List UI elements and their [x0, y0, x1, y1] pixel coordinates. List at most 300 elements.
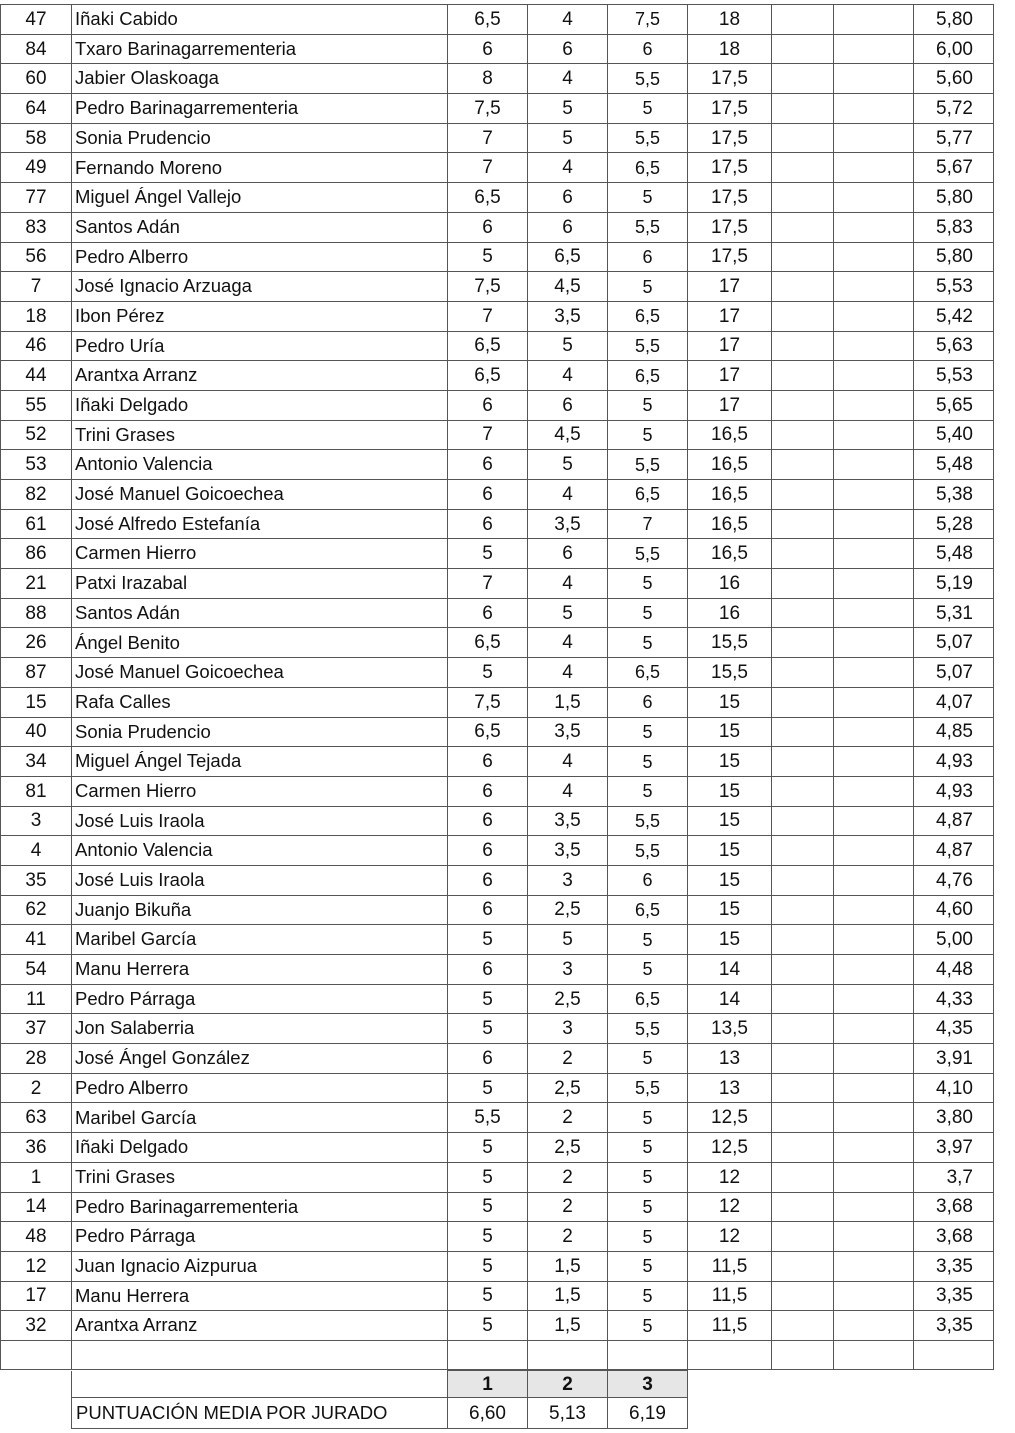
jury-1-score-cell: 6 — [448, 776, 528, 806]
average-score-cell: 5,83 — [914, 212, 994, 242]
jury-1-score-cell: 6,5 — [448, 331, 528, 361]
jury-3-score-cell: 6,5 — [608, 480, 688, 510]
participant-name-cell: Pedro Barinagarrementeria — [72, 1192, 448, 1222]
average-score-cell: 5,40 — [914, 420, 994, 450]
participant-number-cell: 11 — [1, 984, 72, 1014]
jury-1-score-cell: 6 — [448, 895, 528, 925]
jury-1-score-cell: 5 — [448, 925, 528, 955]
participant-name-cell: Juanjo Bikuña — [72, 895, 448, 925]
table-row — [1, 94, 994, 124]
participant-number-cell: 47 — [1, 5, 72, 35]
table-row — [1, 865, 994, 895]
participant-name-cell: Jon Salaberria — [72, 1014, 448, 1044]
blank-cell — [834, 925, 914, 955]
blank-cell — [772, 925, 834, 955]
jury-3-score-cell: 5 — [608, 598, 688, 628]
table-row — [1, 747, 994, 777]
participant-number-cell: 44 — [1, 361, 72, 391]
jury-header-row — [72, 1371, 688, 1398]
participant-number-cell: 17 — [1, 1281, 72, 1311]
average-score-cell: 5,80 — [914, 183, 994, 213]
blank-cell — [834, 1192, 914, 1222]
blank-cell — [772, 1311, 834, 1341]
total-score-cell: 15 — [688, 865, 772, 895]
participant-number-cell: 12 — [1, 1251, 72, 1281]
jury-1-score-cell: 6,5 — [448, 361, 528, 391]
jury-1-score-cell: 5,5 — [448, 1103, 528, 1133]
average-score-cell: 4,76 — [914, 865, 994, 895]
jury-3-score-cell: 5 — [608, 628, 688, 658]
table-row — [1, 776, 994, 806]
jury-3-score-cell: 7 — [608, 509, 688, 539]
participant-name-cell: Pedro Alberro — [72, 1073, 448, 1103]
jury-summary-table — [71, 1370, 688, 1429]
blank-cell — [772, 123, 834, 153]
blank-cell — [834, 272, 914, 302]
table-row — [1, 1162, 994, 1192]
total-score-cell: 15 — [688, 895, 772, 925]
blank-cell — [772, 1281, 834, 1311]
jury-2-score-cell: 6 — [528, 390, 608, 420]
empty-cell — [448, 1340, 528, 1369]
total-score-cell: 12,5 — [688, 1103, 772, 1133]
table-row — [1, 64, 994, 94]
participant-name-cell: José Luis Iraola — [72, 806, 448, 836]
jury-2-score-cell: 4 — [528, 361, 608, 391]
participant-number-cell: 77 — [1, 183, 72, 213]
jury-1-score-cell: 6 — [448, 865, 528, 895]
average-score-cell: 5,07 — [914, 628, 994, 658]
average-score-cell: 5,31 — [914, 598, 994, 628]
total-score-cell: 11,5 — [688, 1251, 772, 1281]
jury-2-score-cell: 3 — [528, 955, 608, 985]
table-row — [1, 183, 994, 213]
jury-2-score-cell: 4,5 — [528, 420, 608, 450]
total-score-cell: 12 — [688, 1162, 772, 1192]
total-score-cell: 13 — [688, 1073, 772, 1103]
participant-number-cell: 88 — [1, 598, 72, 628]
jury-1-score-cell: 6 — [448, 509, 528, 539]
participant-name-cell: José Manuel Goicoechea — [72, 658, 448, 688]
jury-2-score-cell: 2,5 — [528, 984, 608, 1014]
table-row — [1, 1311, 994, 1341]
participant-name-cell: José Alfredo Estefanía — [72, 509, 448, 539]
jury-2-score-cell: 6 — [528, 34, 608, 64]
average-score-cell: 5,38 — [914, 480, 994, 510]
total-score-cell: 15 — [688, 925, 772, 955]
participant-name-cell: Maribel García — [72, 1103, 448, 1133]
jury-1-score-cell: 5 — [448, 242, 528, 272]
total-score-cell: 17,5 — [688, 64, 772, 94]
blank-cell — [772, 509, 834, 539]
total-score-cell: 12 — [688, 1222, 772, 1252]
total-score-cell: 16,5 — [688, 450, 772, 480]
participant-name-cell: Pedro Párraga — [72, 984, 448, 1014]
jury-1-score-cell: 5 — [448, 1222, 528, 1252]
total-score-cell: 15,5 — [688, 628, 772, 658]
table-row — [1, 1103, 994, 1133]
participant-number-cell: 2 — [1, 1073, 72, 1103]
participant-number-cell: 34 — [1, 747, 72, 777]
participant-number-cell: 64 — [1, 94, 72, 124]
table-row — [1, 836, 994, 866]
jury-1-score-cell: 6 — [448, 747, 528, 777]
jury-1-score-cell: 6 — [448, 34, 528, 64]
table-row — [1, 569, 994, 599]
participant-name-cell: Rafa Calles — [72, 687, 448, 717]
blank-cell — [772, 5, 834, 35]
participant-name-cell: Sonia Prudencio — [72, 717, 448, 747]
jury-1-score-cell: 7 — [448, 153, 528, 183]
average-score-cell: 5,42 — [914, 301, 994, 331]
average-score-cell: 4,93 — [914, 747, 994, 777]
average-score-cell: 4,87 — [914, 806, 994, 836]
empty-cell — [1, 1340, 72, 1369]
table-row — [1, 598, 994, 628]
jury-2-score-cell: 4 — [528, 569, 608, 599]
blank-cell — [772, 361, 834, 391]
blank-cell — [772, 955, 834, 985]
participant-name-cell: Santos Adán — [72, 212, 448, 242]
jury-1-average: 6,60 — [448, 1398, 528, 1429]
participant-name-cell: José Luis Iraola — [72, 865, 448, 895]
jury-3-score-cell: 5 — [608, 1133, 688, 1163]
jury-2-score-cell: 3,5 — [528, 717, 608, 747]
participant-name-cell: Carmen Hierro — [72, 776, 448, 806]
table-row — [1, 509, 994, 539]
participant-name-cell: José Ángel González — [72, 1044, 448, 1074]
jury-1-score-cell: 6 — [448, 450, 528, 480]
participant-name-cell: Pedro Párraga — [72, 1222, 448, 1252]
jury-1-score-cell: 5 — [448, 1133, 528, 1163]
jury-1-score-cell: 5 — [448, 1192, 528, 1222]
blank-cell — [772, 480, 834, 510]
jury-1-score-cell: 5 — [448, 539, 528, 569]
total-score-cell: 18 — [688, 5, 772, 35]
participant-number-cell: 35 — [1, 865, 72, 895]
table-row — [1, 1014, 994, 1044]
participant-name-cell: Iñaki Delgado — [72, 390, 448, 420]
blank-cell — [772, 34, 834, 64]
jury-3-score-cell: 5 — [608, 776, 688, 806]
average-score-cell: 5,53 — [914, 272, 994, 302]
jury-3-score-cell: 6,5 — [608, 361, 688, 391]
participant-number-cell: 37 — [1, 1014, 72, 1044]
jury-3-score-cell: 6 — [608, 687, 688, 717]
participant-number-cell: 87 — [1, 658, 72, 688]
average-score-cell: 4,33 — [914, 984, 994, 1014]
total-score-cell: 12 — [688, 1192, 772, 1222]
average-score-cell: 4,35 — [914, 1014, 994, 1044]
table-row — [1, 806, 994, 836]
blank-cell — [772, 1133, 834, 1163]
average-score-cell: 3,7 — [914, 1162, 994, 1192]
jury-2-header: 2 — [528, 1371, 608, 1398]
participant-name-cell: Jabier Olaskoaga — [72, 64, 448, 94]
table-row — [1, 1281, 994, 1311]
participant-name-cell: Miguel Ángel Vallejo — [72, 183, 448, 213]
blank-cell — [834, 450, 914, 480]
participant-name-cell: José Ignacio Arzuaga — [72, 272, 448, 302]
average-score-cell: 5,60 — [914, 64, 994, 94]
participant-number-cell: 7 — [1, 272, 72, 302]
participant-number-cell: 28 — [1, 1044, 72, 1074]
table-row — [1, 361, 994, 391]
table-row — [1, 687, 994, 717]
table-row — [1, 153, 994, 183]
jury-1-score-cell: 6 — [448, 955, 528, 985]
participant-number-cell: 46 — [1, 331, 72, 361]
total-score-cell: 16,5 — [688, 420, 772, 450]
table-row — [1, 420, 994, 450]
blank-cell — [772, 658, 834, 688]
table-row — [1, 925, 994, 955]
jury-3-score-cell: 5 — [608, 183, 688, 213]
table-row — [1, 1222, 994, 1252]
participant-name-cell: Trini Grases — [72, 420, 448, 450]
jury-2-score-cell: 2 — [528, 1162, 608, 1192]
jury-3-score-cell: 5 — [608, 717, 688, 747]
blank-cell — [772, 331, 834, 361]
total-score-cell: 16,5 — [688, 539, 772, 569]
participant-name-cell: Ángel Benito — [72, 628, 448, 658]
blank-cell — [834, 569, 914, 599]
blank-cell — [772, 94, 834, 124]
blank-cell — [772, 865, 834, 895]
jury-3-score-cell: 5 — [608, 1192, 688, 1222]
jury-2-score-cell: 3,5 — [528, 301, 608, 331]
average-score-cell: 5,53 — [914, 361, 994, 391]
table-row — [1, 301, 994, 331]
participant-name-cell: Pedro Alberro — [72, 242, 448, 272]
average-score-cell: 5,80 — [914, 5, 994, 35]
participant-number-cell: 32 — [1, 1311, 72, 1341]
blank-cell — [834, 598, 914, 628]
total-score-cell: 17 — [688, 390, 772, 420]
blank-cell — [834, 1162, 914, 1192]
total-score-cell: 16,5 — [688, 480, 772, 510]
jury-2-score-cell: 6 — [528, 539, 608, 569]
participant-number-cell: 15 — [1, 687, 72, 717]
total-score-cell: 16 — [688, 569, 772, 599]
blank-cell — [834, 865, 914, 895]
jury-2-score-cell: 2 — [528, 1103, 608, 1133]
participant-number-cell: 26 — [1, 628, 72, 658]
participant-name-cell: José Manuel Goicoechea — [72, 480, 448, 510]
total-score-cell: 17,5 — [688, 242, 772, 272]
empty-cell — [608, 1340, 688, 1369]
table-row — [1, 5, 994, 35]
jury-2-score-cell: 4 — [528, 658, 608, 688]
jury-2-score-cell: 5 — [528, 123, 608, 153]
jury-3-score-cell: 6,5 — [608, 658, 688, 688]
jury-1-score-cell: 6 — [448, 836, 528, 866]
jury-3-score-cell: 5 — [608, 955, 688, 985]
average-score-cell: 3,80 — [914, 1103, 994, 1133]
blank-cell — [772, 1014, 834, 1044]
jury-3-score-cell: 5,5 — [608, 450, 688, 480]
empty-cell — [834, 1340, 914, 1369]
jury-3-header: 3 — [608, 1371, 688, 1398]
empty-cell — [688, 1340, 772, 1369]
jury-3-score-cell: 5,5 — [608, 212, 688, 242]
jury-1-score-cell: 6,5 — [448, 183, 528, 213]
blank-cell — [834, 1311, 914, 1341]
jury-1-score-cell: 5 — [448, 1311, 528, 1341]
average-score-cell: 4,60 — [914, 895, 994, 925]
average-score-cell: 4,93 — [914, 776, 994, 806]
jury-2-score-cell: 6 — [528, 183, 608, 213]
blank-cell — [834, 94, 914, 124]
jury-2-score-cell: 2 — [528, 1044, 608, 1074]
participant-number-cell: 18 — [1, 301, 72, 331]
empty-cell — [914, 1340, 994, 1369]
results-table — [0, 4, 994, 1370]
empty-cell — [772, 1340, 834, 1369]
participant-name-cell: Santos Adán — [72, 598, 448, 628]
blank-cell — [772, 272, 834, 302]
participant-number-cell: 56 — [1, 242, 72, 272]
jury-3-score-cell: 6,5 — [608, 895, 688, 925]
blank-cell — [834, 1103, 914, 1133]
blank-cell — [772, 895, 834, 925]
blank-cell — [772, 717, 834, 747]
blank-cell — [834, 509, 914, 539]
blank-cell — [772, 301, 834, 331]
jury-2-score-cell: 6 — [528, 212, 608, 242]
participant-number-cell: 49 — [1, 153, 72, 183]
jury-2-score-cell: 2 — [528, 1222, 608, 1252]
jury-1-score-cell: 6 — [448, 480, 528, 510]
jury-2-score-cell: 2 — [528, 1192, 608, 1222]
jury-3-score-cell: 5 — [608, 1222, 688, 1252]
blank-cell — [834, 361, 914, 391]
table-row — [1, 717, 994, 747]
average-score-cell: 4,10 — [914, 1073, 994, 1103]
blank-cell — [834, 1222, 914, 1252]
jury-2-score-cell: 5 — [528, 598, 608, 628]
participant-name-cell: Pedro Barinagarrementeria — [72, 94, 448, 124]
average-score-cell: 3,35 — [914, 1281, 994, 1311]
participant-number-cell: 86 — [1, 539, 72, 569]
participant-number-cell: 52 — [1, 420, 72, 450]
table-row — [1, 34, 994, 64]
jury-1-score-cell: 5 — [448, 1014, 528, 1044]
jury-1-score-cell: 8 — [448, 64, 528, 94]
participant-name-cell: Patxi Irazabal — [72, 569, 448, 599]
jury-1-score-cell: 7,5 — [448, 94, 528, 124]
average-score-cell: 3,35 — [914, 1311, 994, 1341]
participant-number-cell: 21 — [1, 569, 72, 599]
jury-2-score-cell: 3,5 — [528, 509, 608, 539]
jury-3-score-cell: 5 — [608, 747, 688, 777]
participant-number-cell: 3 — [1, 806, 72, 836]
participant-name-cell: Manu Herrera — [72, 955, 448, 985]
blank-cell — [834, 955, 914, 985]
jury-2-score-cell: 4 — [528, 153, 608, 183]
table-row — [1, 1073, 994, 1103]
blank-cell — [834, 331, 914, 361]
jury-2-score-cell: 1,5 — [528, 687, 608, 717]
blank-cell — [834, 1073, 914, 1103]
participant-name-cell: Maribel García — [72, 925, 448, 955]
jury-2-score-cell: 4 — [528, 480, 608, 510]
participant-number-cell: 1 — [1, 1162, 72, 1192]
jury-2-score-cell: 4 — [528, 747, 608, 777]
jury-3-score-cell: 5,5 — [608, 1073, 688, 1103]
participant-number-cell: 14 — [1, 1192, 72, 1222]
participant-name-cell: Antonio Valencia — [72, 450, 448, 480]
participant-number-cell: 54 — [1, 955, 72, 985]
jury-2-score-cell: 2,5 — [528, 895, 608, 925]
blank-cell — [772, 1073, 834, 1103]
jury-1-score-cell: 7 — [448, 123, 528, 153]
jury-2-score-cell: 1,5 — [528, 1311, 608, 1341]
table-row — [1, 628, 994, 658]
total-score-cell: 14 — [688, 955, 772, 985]
blank-cell — [834, 687, 914, 717]
blank-cell — [772, 64, 834, 94]
blank-cell — [772, 836, 834, 866]
table-row — [1, 895, 994, 925]
blank-cell — [772, 420, 834, 450]
blank-cell — [834, 806, 914, 836]
total-score-cell: 18 — [688, 34, 772, 64]
jury-2-score-cell: 6,5 — [528, 242, 608, 272]
table-row — [1, 450, 994, 480]
blank-cell — [772, 628, 834, 658]
jury-1-score-cell: 5 — [448, 1251, 528, 1281]
blank-cell — [772, 1103, 834, 1133]
total-score-cell: 17 — [688, 301, 772, 331]
total-score-cell: 15 — [688, 687, 772, 717]
average-score-cell: 3,97 — [914, 1133, 994, 1163]
participant-number-cell: 48 — [1, 1222, 72, 1252]
blank-cell — [772, 569, 834, 599]
jury-2-score-cell: 3 — [528, 1014, 608, 1044]
total-score-cell: 11,5 — [688, 1281, 772, 1311]
blank-cell — [834, 1133, 914, 1163]
participant-number-cell: 61 — [1, 509, 72, 539]
table-row — [1, 1133, 994, 1163]
jury-3-score-cell: 5 — [608, 1162, 688, 1192]
participant-number-cell: 58 — [1, 123, 72, 153]
jury-1-score-cell: 6,5 — [448, 717, 528, 747]
jury-3-score-cell: 5 — [608, 1251, 688, 1281]
jury-3-score-cell: 6,5 — [608, 301, 688, 331]
average-score-cell: 5,07 — [914, 658, 994, 688]
table-row — [1, 242, 994, 272]
average-score-cell: 5,19 — [914, 569, 994, 599]
participant-name-cell: Arantxa Arranz — [72, 361, 448, 391]
average-score-cell: 5,77 — [914, 123, 994, 153]
participant-number-cell: 63 — [1, 1103, 72, 1133]
participant-name-cell: Pedro Uría — [72, 331, 448, 361]
jury-3-score-cell: 5 — [608, 272, 688, 302]
blank-cell — [834, 301, 914, 331]
jury-2-score-cell: 5 — [528, 925, 608, 955]
blank-cell — [772, 212, 834, 242]
jury-1-score-cell: 5 — [448, 1281, 528, 1311]
participant-number-cell: 55 — [1, 390, 72, 420]
participant-number-cell: 60 — [1, 64, 72, 94]
jury-3-score-cell: 5 — [608, 925, 688, 955]
jury-3-score-cell: 5,5 — [608, 1014, 688, 1044]
participant-name-cell: Sonia Prudencio — [72, 123, 448, 153]
table-row — [1, 955, 994, 985]
blank-cell — [834, 836, 914, 866]
participant-name-cell: Manu Herrera — [72, 1281, 448, 1311]
